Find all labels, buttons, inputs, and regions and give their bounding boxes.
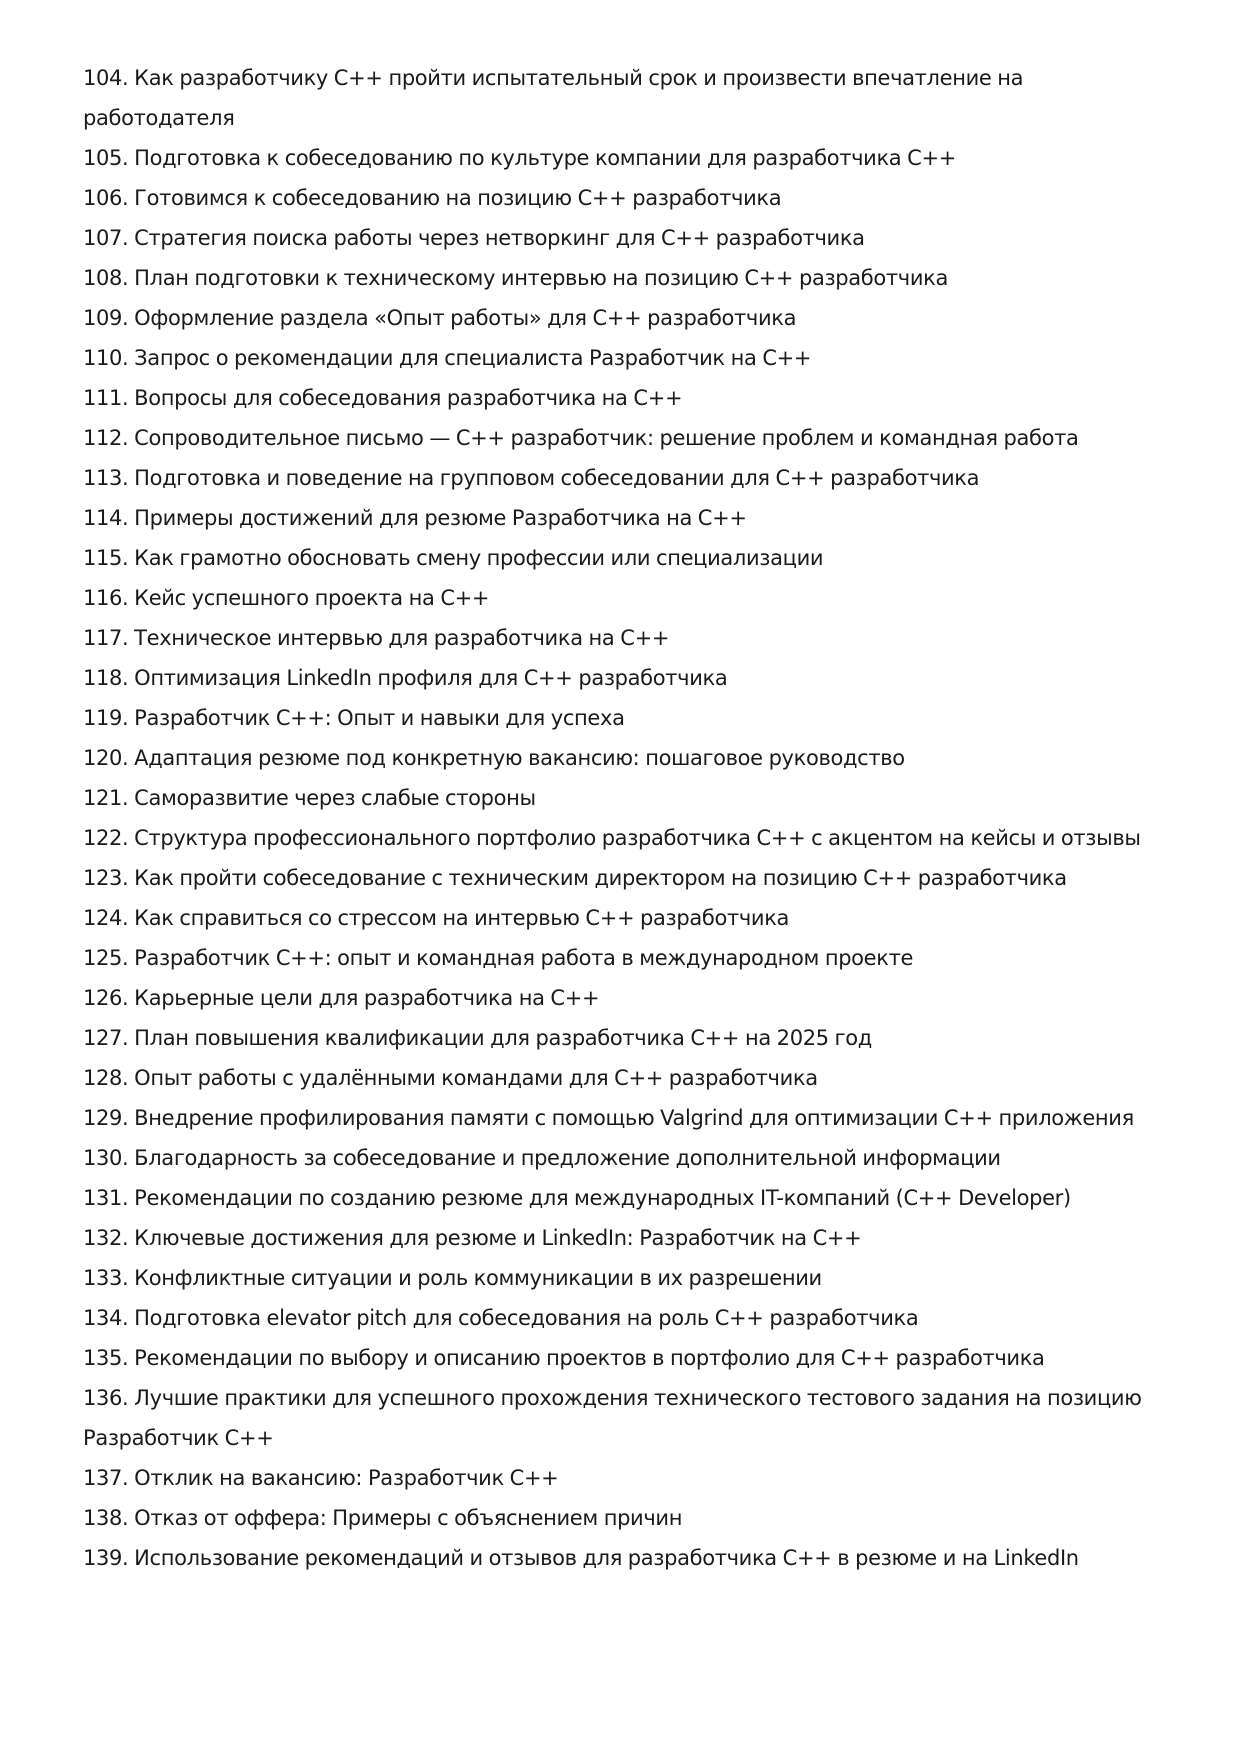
list-item: 128. Опыт работы с удалёнными командами для С++ разработчика <box>83 1066 818 1090</box>
list-item: 115. Как грамотно обосновать смену профессии или специализации <box>83 546 824 570</box>
list-item: 108. План подготовки к техническому интервью на позицию С++ разработчика <box>83 266 948 290</box>
list-item: 136. Лучшие практики для успешного прохождения технического тестового задания на позицию Разработчик С++ <box>83 1386 1142 1450</box>
list-item: 133. Конфликтные ситуации и роль коммуникации в их разрешении <box>83 1266 822 1290</box>
list-item: 109. Оформление раздела «Опыт работы» для С++ разработчика <box>83 306 797 330</box>
list-item: 129. Внедрение профилирования памяти с помощью Valgrind для оптимизации С++ приложения <box>83 1106 1134 1130</box>
list-item: 137. Отклик на вакансию: Разработчик С++ <box>83 1466 559 1490</box>
list-item: 134. Подготовка elevator pitch для собеседования на роль С++ разработчика <box>83 1306 919 1330</box>
list-item: 138. Отказ от оффера: Примеры с объяснением причин <box>83 1506 683 1530</box>
list-item: 121. Саморазвитие через слабые стороны <box>83 786 536 810</box>
list-item: 111. Вопросы для собеседования разработчика на С++ <box>83 386 683 410</box>
list-item: 110. Запрос о рекомендации для специалиста Разработчик на С++ <box>83 346 812 370</box>
list-item: 116. Кейс успешного проекта на С++ <box>83 586 490 610</box>
list-item: 131. Рекомендации по созданию резюме для международных IT-компаний (С++ Developer) <box>83 1186 1071 1210</box>
list-item: 105. Подготовка к собеседованию по культуре компании для разработчика С++ <box>83 146 956 170</box>
list-item: 122. Структура профессионального портфолио разработчика С++ с акцентом на кейсы и отзывы <box>83 826 1141 850</box>
list-item: 123. Как пройти собеседование с техническим директором на позицию С++ разработчика <box>83 866 1067 890</box>
list-item: 117. Техническое интервью для разработчика на С++ <box>83 626 670 650</box>
list-item: 127. План повышения квалификации для разработчика С++ на 2025 год <box>83 1026 872 1050</box>
list-item: 126. Карьерные цели для разработчика на С++ <box>83 986 600 1010</box>
list-item: 113. Подготовка и поведение на групповом собеседовании для С++ разработчика <box>83 466 980 490</box>
list-item: 135. Рекомендации по выбору и описанию проектов в портфолио для С++ разработчика <box>83 1346 1045 1370</box>
list-item: 118. Оптимизация LinkedIn профиля для С++ разработчика <box>83 666 728 690</box>
list-item: 124. Как справиться со стрессом на интервью С++ разработчика <box>83 906 790 930</box>
list-item: 139. Использование рекомендаций и отзывов для разработчика С++ в резюме и на LinkedIn <box>83 1546 1079 1570</box>
list-item: 120. Адаптация резюме под конкретную вакансию: пошаговое руководство <box>83 746 905 770</box>
list-item: 132. Ключевые достижения для резюме и LinkedIn: Разработчик на С++ <box>83 1226 862 1250</box>
list-item: 119. Разработчик С++: Опыт и навыки для успеха <box>83 706 625 730</box>
list-item: 114. Примеры достижений для резюме Разработчика на С++ <box>83 506 747 530</box>
list-item: 112. Сопроводительное письмо — С++ разработчик: решение проблем и командная работа <box>83 426 1079 450</box>
topic-list <box>83 58 1173 1578</box>
document-page <box>83 58 1173 1578</box>
list-item: 107. Стратегия поиска работы через нетворкинг для С++ разработчика <box>83 226 865 250</box>
list-item: 106. Готовимся к собеседованию на позицию С++ разработчика <box>83 186 782 210</box>
list-item: 130. Благодарность за собеседование и предложение дополнительной информации <box>83 1146 1001 1170</box>
list-item: 104. Как разработчику С++ пройти испытательный срок и произвести впечатление на работодателя <box>83 66 1024 130</box>
list-item: 125. Разработчик С++: опыт и командная работа в международном проекте <box>83 946 914 970</box>
